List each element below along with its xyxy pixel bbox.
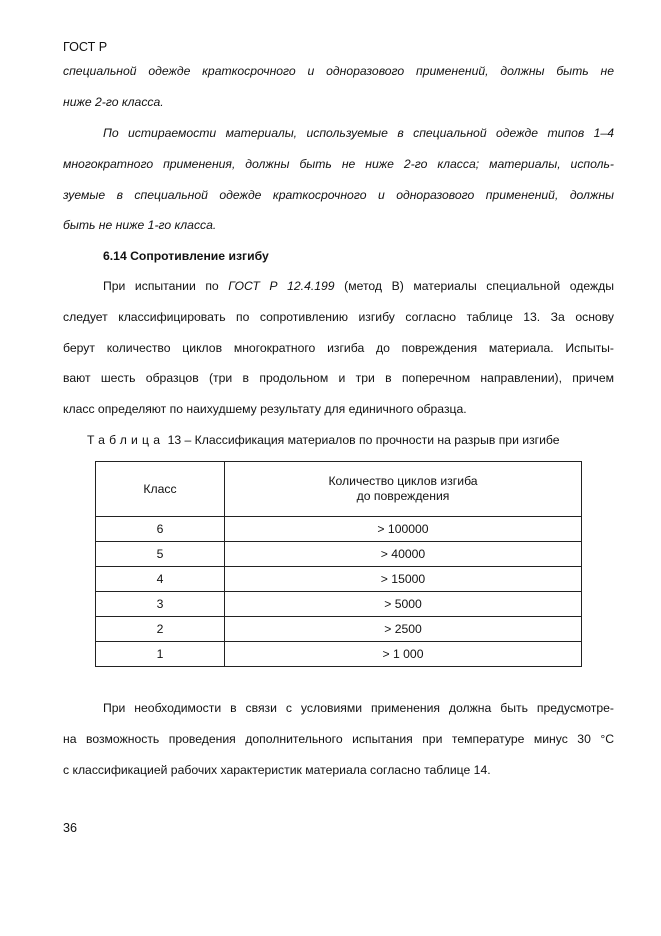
cycles-cell: > 5000 [225,592,582,617]
section-title: 6.14 Сопротивление изгибу [103,249,269,263]
para3-line: следует классифицировать по сопротивлению изгибу согласно таблице 13. За основу [63,310,614,324]
para4-line: При необходимости в связи с условиями применения должна быть предусмотре- [103,701,614,715]
cycles-cell: > 2500 [225,617,582,642]
class-cell: 3 [96,592,225,617]
cycles-cell: > 15000 [225,567,582,592]
standard-reference: ГОСТ Р 12.4.199 [228,279,335,293]
header-cycles-line2: до повреждения [356,489,450,503]
para4-line: с классификацией рабочих характеристик материала согласно таблице 14. [63,763,491,777]
para2-line: быть не ниже 1-го класса. [63,218,217,232]
para2-line: многократного применения, должны быть не ниже 2-го класса; материалы, исполь- [63,157,614,171]
cycles-cell: > 1 000 [225,642,582,667]
table-header-row [96,462,582,517]
table-caption [87,433,614,448]
header-cycles-line1: Количество циклов изгиба [328,474,478,488]
para3-prefix: При испытании по [103,279,229,293]
class-cell: 1 [96,642,225,667]
para3-suffix: (метод В) материалы специальной одежды [334,279,614,293]
para2-line: зуемые в специальной одежде краткосрочного и одноразового применений, должны [63,188,614,202]
table-row [96,592,582,617]
header-class: Класс [96,462,225,517]
table-row [96,517,582,542]
para2-line: По истираемости материалы, используемые в специальной одежде типов 1–4 [103,126,614,140]
para1-line: ниже 2-го класса. [63,95,164,109]
para3-line-1 [103,279,614,294]
class-cell: 5 [96,542,225,567]
table-row [96,642,582,667]
table-row [96,542,582,567]
para1-line: специальной одежде краткосрочного и одноразового применений, должны быть не [63,64,614,78]
page-number: 36 [63,821,78,835]
para4-line: на возможность проведения дополнительного испытания при температуре минус 30 °С [63,732,614,746]
table-caption-label: Таблица [87,433,165,447]
class-cell: 4 [96,567,225,592]
para3-line: вают шесть образцов (три в продольном и три в поперечном направлении), причем [63,371,614,385]
cycles-cell: > 40000 [225,542,582,567]
para3-line: класс определяют по наихудшему результату для единичного образца. [63,402,467,416]
classification-table [95,461,582,667]
table-caption-text: 13 – Классификация материалов по прочности на разрыв при изгибе [164,433,560,447]
class-cell: 6 [96,517,225,542]
para3-line: берут количество циклов многократного изгиба до повреждения материала. Испыты- [63,341,614,355]
header-cycles [225,462,582,517]
document-header: ГОСТ Р [63,40,108,54]
table-row [96,567,582,592]
class-cell: 2 [96,617,225,642]
cycles-cell: > 100000 [225,517,582,542]
table-row [96,617,582,642]
